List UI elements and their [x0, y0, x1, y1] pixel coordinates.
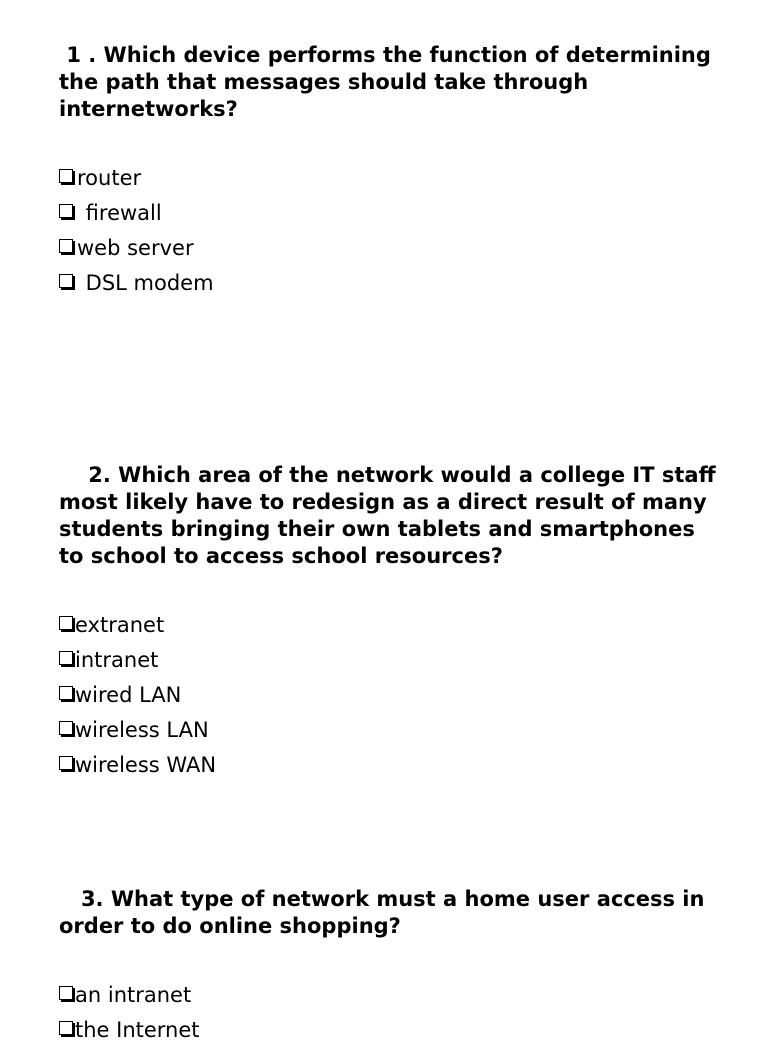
option-the-internet[interactable] [59, 1013, 200, 1048]
checkbox-icon[interactable] [59, 239, 73, 253]
option-label: wireless LAN [75, 718, 209, 742]
question-2-options [59, 608, 216, 783]
checkbox-icon[interactable] [59, 651, 73, 665]
checkbox-icon[interactable] [59, 1021, 73, 1035]
checkbox-icon[interactable] [59, 169, 73, 183]
option-web-server[interactable] [59, 231, 214, 266]
option-label: wired LAN [75, 683, 182, 707]
option-label: web server [77, 236, 194, 260]
checkbox-icon[interactable] [59, 686, 73, 700]
question-2-text: 2. Which area of the network would a college IT staff most likely have to redesign as a direct result of many students bringing their own tablets and smartphones to school to access school resources? [59, 463, 723, 568]
option-extranet[interactable] [59, 608, 216, 643]
checkbox-icon[interactable] [59, 756, 73, 770]
checkbox-icon[interactable] [59, 204, 73, 218]
option-wireless-wan[interactable] [59, 748, 216, 783]
question-3-options [59, 978, 200, 1048]
question-1-options [59, 161, 214, 301]
checkbox-icon[interactable] [59, 721, 73, 735]
question-1-text: 1 . Which device performs the function of determining the path that messages should take through internetworks? [59, 43, 719, 121]
option-label: router [77, 166, 142, 190]
option-wireless-lan[interactable] [59, 713, 216, 748]
option-label: the Internet [75, 1018, 200, 1042]
option-router[interactable] [59, 161, 214, 196]
option-wired-lan[interactable] [59, 678, 216, 713]
option-label: intranet [75, 648, 159, 672]
option-dsl-modem[interactable] [59, 266, 214, 301]
question-3-text: 3. What type of network must a home user access in order to do online shopping? [59, 887, 712, 938]
option-firewall[interactable] [59, 196, 214, 231]
option-label: extranet [75, 613, 165, 637]
option-label: an intranet [75, 983, 192, 1007]
checkbox-icon[interactable] [59, 274, 73, 288]
option-label: firewall [79, 201, 162, 225]
checkbox-icon[interactable] [59, 986, 73, 1000]
option-an-intranet[interactable] [59, 978, 200, 1013]
option-label: wireless WAN [75, 753, 217, 777]
option-label: DSL modem [79, 271, 214, 295]
option-intranet[interactable] [59, 643, 216, 678]
checkbox-icon[interactable] [59, 616, 73, 630]
